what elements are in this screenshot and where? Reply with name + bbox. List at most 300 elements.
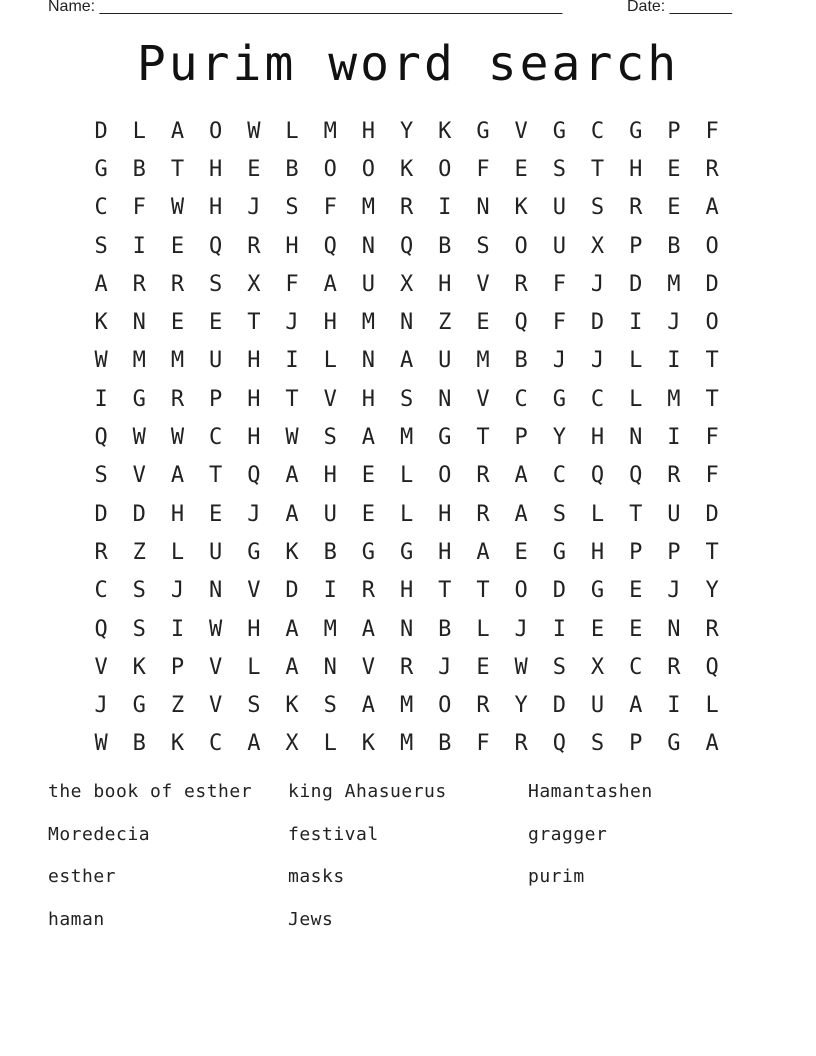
- grid-letter: H: [209, 195, 223, 221]
- grid-row: [82, 227, 732, 265]
- grid-row: [82, 533, 732, 571]
- grid-letter: B: [132, 731, 146, 757]
- grid-letter: A: [247, 731, 261, 757]
- grid-letter: M: [323, 118, 337, 144]
- grid-letter: K: [514, 195, 528, 221]
- grid-letter: D: [285, 578, 299, 604]
- word-list-item: esther: [48, 866, 117, 888]
- grid-letter: U: [552, 233, 566, 259]
- grid-letter: A: [285, 654, 299, 680]
- grid-letter: E: [209, 310, 223, 336]
- grid-letter: C: [629, 654, 643, 680]
- grid-letter: O: [705, 233, 719, 259]
- grid-letter: Q: [514, 310, 528, 336]
- grid-letter: E: [590, 616, 605, 642]
- grid-letter: L: [323, 348, 337, 374]
- grid-row: [82, 610, 732, 648]
- grid-letter: E: [209, 501, 223, 527]
- grid-letter: W: [132, 425, 146, 451]
- grid-letter: P: [629, 539, 643, 565]
- grid-letter: V: [247, 578, 261, 604]
- grid-letter: H: [590, 539, 605, 565]
- grid-letter: E: [514, 156, 528, 182]
- grid-letter: S: [132, 616, 146, 642]
- grid-letter: C: [209, 425, 223, 451]
- grid-letter: W: [170, 195, 185, 221]
- grid-letter: D: [705, 501, 719, 527]
- grid-letter: M: [399, 731, 414, 757]
- grid-letter: J: [170, 578, 185, 604]
- grid-letter: Y: [514, 693, 528, 719]
- grid-letter: L: [629, 386, 643, 412]
- grid-letter: N: [667, 616, 681, 642]
- grid-row: [82, 303, 732, 341]
- grid-letter: G: [552, 539, 566, 565]
- word-list-item: gragger: [528, 823, 608, 845]
- grid-letter: I: [552, 616, 566, 642]
- grid-letter: K: [438, 118, 452, 144]
- grid-letter: I: [94, 386, 108, 412]
- grid-letter: D: [629, 271, 643, 297]
- grid-letter: H: [323, 463, 337, 489]
- grid-letter: L: [285, 118, 299, 144]
- grid-letter: I: [667, 693, 681, 719]
- grid-letter: A: [170, 463, 185, 489]
- grid-letter: Y: [552, 425, 566, 451]
- word-list-item: king Ahasuerus: [288, 781, 447, 802]
- grid-letter: Y: [399, 118, 414, 144]
- grid-letter: S: [552, 501, 566, 527]
- grid-letter: H: [361, 118, 376, 144]
- grid-letter: T: [476, 425, 490, 451]
- grid-letter: S: [323, 425, 337, 451]
- grid-letter: M: [361, 310, 376, 336]
- grid-letter: A: [323, 271, 337, 297]
- grid-letter: C: [552, 463, 566, 489]
- grid-letter: E: [476, 310, 490, 336]
- grid-letter: P: [629, 731, 643, 757]
- grid-letter: T: [438, 578, 452, 604]
- grid-row: [82, 112, 732, 150]
- grid-letter: F: [476, 731, 490, 757]
- grid-letter: Z: [170, 693, 185, 719]
- word-list-item: purim: [528, 866, 585, 888]
- grid-letter: L: [170, 539, 185, 565]
- grid-letter: S: [323, 693, 337, 719]
- grid-letter: R: [629, 195, 643, 221]
- grid-letter: M: [132, 348, 146, 374]
- header-line: [48, 0, 748, 20]
- grid-letter: R: [476, 463, 490, 489]
- grid-letter: F: [476, 156, 490, 182]
- grid-letter: K: [399, 156, 414, 182]
- grid-letter: U: [438, 348, 452, 374]
- grid-letter: A: [476, 539, 490, 565]
- grid-letter: P: [170, 654, 185, 680]
- grid-letter: O: [438, 463, 452, 489]
- grid-letter: N: [629, 425, 643, 451]
- letter-grid: [82, 112, 732, 763]
- grid-letter: R: [476, 501, 490, 527]
- grid-letter: J: [667, 310, 681, 336]
- grid-letter: E: [247, 156, 261, 182]
- grid-letter: R: [667, 463, 681, 489]
- grid-letter: L: [590, 501, 605, 527]
- grid-letter: R: [170, 271, 185, 297]
- grid-letter: N: [476, 195, 490, 221]
- grid-letter: E: [170, 233, 185, 259]
- grid-letter: H: [170, 501, 185, 527]
- word-list-item: haman: [48, 909, 105, 931]
- grid-letter: R: [247, 233, 261, 259]
- grid-letter: R: [94, 539, 108, 565]
- grid-letter: P: [667, 118, 681, 144]
- grid-letter: Q: [323, 233, 337, 259]
- grid-letter: V: [361, 654, 376, 680]
- grid-letter: H: [247, 348, 261, 374]
- grid-letter: V: [514, 118, 528, 144]
- grid-letter: G: [247, 539, 261, 565]
- grid-letter: T: [209, 463, 223, 489]
- grid-letter: Q: [94, 616, 108, 642]
- grid-letter: K: [361, 731, 376, 757]
- grid-letter: V: [323, 386, 337, 412]
- grid-letter: O: [705, 310, 719, 336]
- grid-row: [82, 380, 732, 418]
- grid-row: [82, 457, 732, 495]
- grid-letter: G: [361, 539, 376, 565]
- grid-letter: M: [476, 348, 490, 374]
- grid-row: [82, 342, 732, 380]
- grid-letter: G: [552, 118, 566, 144]
- grid-letter: U: [361, 271, 376, 297]
- grid-letter: L: [705, 693, 719, 719]
- grid-letter: E: [667, 195, 681, 221]
- grid-letter: W: [247, 118, 261, 144]
- grid-letter: S: [590, 731, 605, 757]
- grid-letter: R: [705, 156, 719, 182]
- grid-letter: R: [705, 616, 719, 642]
- grid-letter: B: [285, 156, 299, 182]
- grid-letter: L: [323, 731, 337, 757]
- grid-letter: W: [285, 425, 299, 451]
- grid-letter: X: [285, 731, 299, 757]
- grid-letter: J: [667, 578, 681, 604]
- grid-row: [82, 265, 732, 303]
- grid-letter: S: [552, 156, 566, 182]
- grid-letter: H: [438, 539, 452, 565]
- grid-letter: C: [94, 195, 108, 221]
- grid-letter: W: [94, 731, 108, 757]
- grid-letter: N: [399, 310, 414, 336]
- grid-letter: S: [476, 233, 490, 259]
- grid-letter: E: [514, 539, 528, 565]
- grid-letter: J: [590, 271, 605, 297]
- grid-letter: M: [667, 386, 681, 412]
- grid-letter: T: [590, 156, 605, 182]
- grid-letter: S: [132, 578, 146, 604]
- grid-letter: J: [438, 654, 452, 680]
- grid-letter: K: [170, 731, 185, 757]
- grid-letter: Q: [209, 233, 223, 259]
- grid-letter: N: [361, 348, 376, 374]
- grid-letter: C: [209, 731, 223, 757]
- grid-letter: O: [514, 233, 528, 259]
- grid-letter: R: [667, 654, 681, 680]
- grid-letter: K: [132, 654, 146, 680]
- page-title: Purim word search: [136, 36, 680, 92]
- date-field-label: Date: _______: [627, 0, 732, 15]
- grid-letter: B: [132, 156, 146, 182]
- grid-letter: G: [629, 118, 643, 144]
- grid-letter: J: [247, 501, 261, 527]
- grid-letter: R: [476, 693, 490, 719]
- grid-letter: P: [209, 386, 223, 412]
- grid-letter: S: [399, 386, 414, 412]
- grid-letter: S: [94, 463, 108, 489]
- grid-letter: F: [323, 195, 337, 221]
- grid-letter: G: [667, 731, 681, 757]
- grid-letter: O: [361, 156, 376, 182]
- grid-letter: Q: [552, 731, 566, 757]
- grid-letter: J: [285, 310, 299, 336]
- grid-letter: H: [209, 156, 223, 182]
- grid-letter: T: [285, 386, 299, 412]
- grid-letter: R: [132, 271, 146, 297]
- grid-letter: M: [399, 425, 414, 451]
- grid-letter: F: [132, 195, 146, 221]
- grid-letter: G: [399, 539, 414, 565]
- grid-letter: V: [476, 271, 490, 297]
- grid-letter: P: [629, 233, 643, 259]
- grid-letter: T: [476, 578, 490, 604]
- grid-letter: O: [514, 578, 528, 604]
- grid-letter: O: [438, 693, 452, 719]
- grid-letter: S: [94, 233, 108, 259]
- grid-letter: A: [629, 693, 643, 719]
- grid-letter: A: [170, 118, 185, 144]
- grid-letter: J: [590, 348, 605, 374]
- grid-letter: U: [590, 693, 605, 719]
- grid-letter: W: [170, 425, 185, 451]
- word-list-item: the book of esther: [48, 781, 253, 802]
- grid-letter: Z: [132, 539, 146, 565]
- word-list-item: festival: [288, 823, 379, 845]
- grid-letter: N: [361, 233, 376, 259]
- word-list-item: Hamantashen: [528, 781, 653, 802]
- grid-letter: A: [361, 693, 376, 719]
- grid-letter: A: [514, 501, 528, 527]
- grid-letter: O: [438, 156, 452, 182]
- grid-letter: I: [667, 425, 681, 451]
- grid-letter: B: [514, 348, 528, 374]
- grid-letter: L: [132, 118, 146, 144]
- grid-letter: D: [552, 578, 566, 604]
- grid-row: [82, 150, 732, 188]
- grid-letter: S: [590, 195, 605, 221]
- grid-letter: N: [438, 386, 452, 412]
- grid-letter: A: [514, 463, 528, 489]
- grid-letter: N: [399, 616, 414, 642]
- grid-letter: M: [323, 616, 337, 642]
- grid-letter: V: [132, 463, 146, 489]
- grid-letter: A: [285, 616, 299, 642]
- grid-letter: C: [94, 578, 108, 604]
- grid-letter: I: [285, 348, 299, 374]
- grid-row: [82, 725, 732, 763]
- grid-letter: G: [94, 156, 108, 182]
- grid-letter: C: [514, 386, 528, 412]
- grid-letter: I: [667, 348, 681, 374]
- grid-letter: V: [209, 654, 223, 680]
- grid-letter: I: [132, 233, 146, 259]
- grid-row: [82, 572, 732, 610]
- grid-letter: H: [438, 501, 452, 527]
- grid-letter: X: [399, 271, 414, 297]
- grid-letter: H: [323, 310, 337, 336]
- grid-letter: W: [514, 654, 528, 680]
- grid-letter: H: [438, 271, 452, 297]
- grid-letter: T: [247, 310, 261, 336]
- grid-letter: H: [247, 386, 261, 412]
- grid-letter: G: [132, 693, 146, 719]
- grid-letter: U: [323, 501, 337, 527]
- grid-letter: A: [705, 195, 719, 221]
- grid-letter: U: [667, 501, 681, 527]
- grid-letter: C: [590, 118, 605, 144]
- grid-letter: J: [552, 348, 566, 374]
- grid-letter: T: [705, 539, 719, 565]
- name-field-label: Name: ____________________________________________________: [48, 0, 563, 15]
- grid-letter: V: [476, 386, 490, 412]
- grid-letter: I: [438, 195, 452, 221]
- grid-letter: B: [438, 616, 452, 642]
- grid-letter: D: [590, 310, 605, 336]
- grid-letter: A: [285, 463, 299, 489]
- grid-letter: E: [361, 501, 376, 527]
- grid-letter: G: [476, 118, 490, 144]
- grid-letter: T: [705, 348, 719, 374]
- grid-letter: T: [170, 156, 185, 182]
- grid-letter: E: [629, 616, 643, 642]
- grid-letter: W: [209, 616, 223, 642]
- grid-letter: H: [629, 156, 643, 182]
- grid-letter: F: [552, 271, 566, 297]
- grid-letter: A: [285, 501, 299, 527]
- grid-row: [82, 418, 732, 456]
- grid-letter: U: [552, 195, 566, 221]
- grid-letter: A: [705, 731, 719, 757]
- grid-row: [82, 189, 732, 227]
- grid-letter: L: [476, 616, 490, 642]
- grid-letter: R: [399, 195, 414, 221]
- grid-letter: B: [667, 233, 681, 259]
- grid-letter: A: [361, 425, 376, 451]
- grid-letter: K: [285, 693, 299, 719]
- grid-letter: D: [94, 118, 108, 144]
- grid-letter: G: [590, 578, 605, 604]
- grid-letter: S: [247, 693, 261, 719]
- grid-letter: X: [590, 233, 605, 259]
- grid-letter: D: [94, 501, 108, 527]
- grid-letter: E: [361, 463, 376, 489]
- grid-letter: L: [629, 348, 643, 374]
- grid-letter: H: [361, 386, 376, 412]
- grid-letter: L: [399, 463, 414, 489]
- grid-letter: E: [667, 156, 681, 182]
- grid-letter: H: [285, 233, 299, 259]
- grid-letter: V: [94, 654, 108, 680]
- grid-letter: A: [399, 348, 414, 374]
- grid-letter: M: [170, 348, 185, 374]
- grid-letter: C: [590, 386, 605, 412]
- grid-letter: L: [247, 654, 261, 680]
- grid-letter: M: [667, 271, 681, 297]
- grid-letter: T: [629, 501, 643, 527]
- grid-letter: I: [323, 578, 337, 604]
- grid-letter: F: [705, 463, 719, 489]
- grid-letter: R: [514, 271, 528, 297]
- grid-letter: Q: [590, 463, 605, 489]
- grid-letter: A: [94, 271, 108, 297]
- word-list-item: Moredecia: [48, 823, 151, 845]
- grid-letter: N: [209, 578, 223, 604]
- grid-letter: Q: [247, 463, 261, 489]
- word-list-item: Jews: [288, 909, 334, 931]
- grid-letter: S: [552, 654, 566, 680]
- grid-letter: Q: [94, 425, 108, 451]
- grid-row: [82, 495, 732, 533]
- grid-letter: O: [323, 156, 337, 182]
- grid-letter: F: [705, 425, 719, 451]
- grid-letter: I: [170, 616, 185, 642]
- grid-letter: Q: [705, 654, 719, 680]
- grid-letter: E: [629, 578, 643, 604]
- grid-letter: J: [94, 693, 108, 719]
- grid-letter: D: [132, 501, 146, 527]
- grid-letter: H: [247, 616, 261, 642]
- grid-letter: J: [247, 195, 261, 221]
- grid-letter: B: [323, 539, 337, 565]
- grid-letter: P: [514, 425, 528, 451]
- grid-letter: H: [590, 425, 605, 451]
- grid-row: [82, 648, 732, 686]
- grid-letter: X: [247, 271, 261, 297]
- grid-letter: O: [209, 118, 223, 144]
- grid-letter: A: [361, 616, 376, 642]
- grid-letter: F: [705, 118, 719, 144]
- grid-letter: Q: [399, 233, 414, 259]
- grid-letter: F: [552, 310, 566, 336]
- grid-letter: U: [209, 348, 223, 374]
- grid-letter: Y: [705, 578, 719, 604]
- grid-letter: G: [438, 425, 452, 451]
- grid-letter: D: [552, 693, 566, 719]
- word-list-item: masks: [288, 866, 345, 888]
- grid-letter: Z: [438, 310, 452, 336]
- grid-letter: F: [285, 271, 299, 297]
- grid-letter: U: [209, 539, 223, 565]
- grid-letter: E: [476, 654, 490, 680]
- grid-letter: T: [705, 386, 719, 412]
- grid-letter: K: [285, 539, 299, 565]
- grid-letter: H: [247, 425, 261, 451]
- grid-letter: S: [285, 195, 299, 221]
- grid-letter: R: [361, 578, 376, 604]
- grid-letter: R: [514, 731, 528, 757]
- grid-letter: S: [209, 271, 223, 297]
- grid-letter: X: [590, 654, 605, 680]
